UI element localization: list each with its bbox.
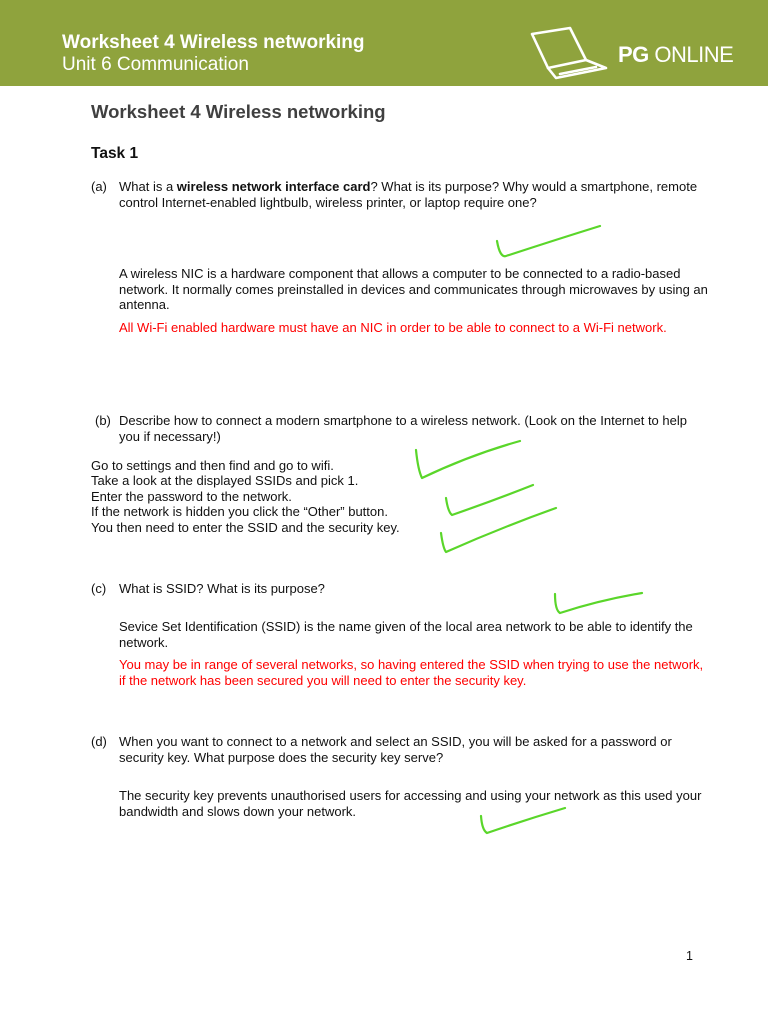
- header-title: Worksheet 4 Wireless networking: [62, 32, 365, 53]
- header-subtitle: Unit 6 Communication: [62, 54, 249, 75]
- pg-online-logo: PG ONLINE: [618, 42, 734, 67]
- answer-c-note: You may be in range of several networks, so having entered the SSID when trying to use the network, if the network has been secured you will need to enter the security key.: [119, 657, 704, 688]
- question-a: [91, 179, 711, 227]
- question-b: [95, 413, 715, 445]
- page-number: 1: [686, 949, 693, 963]
- laptop-icon: [526, 26, 610, 82]
- question-text: What is SSID? What is its purpose?: [119, 581, 325, 596]
- answer-a: A wireless NIC is a hardware component that allows a computer to be connected to a radio-based network. It normally comes preinstalled in devices and communicates through microwaves by using an antenna.: [119, 266, 708, 313]
- answer-b-line: Go to settings and then find and go to wifi.: [91, 458, 334, 473]
- question-c: [91, 581, 711, 597]
- check-mark-icon: [497, 226, 600, 256]
- answer-d: The security key prevents unauthorised users for accessing and using your network as this used your bandwidth and slows down your network.: [119, 788, 702, 819]
- document-title: Worksheet 4 Wireless networking: [91, 101, 386, 122]
- answer-c: Sevice Set Identification (SSID) is the name given of the local area network to be able to identify the network.: [119, 619, 693, 650]
- question-letter: (c): [91, 581, 107, 596]
- question-text: When you want to connect to a network and select an SSID, you will be asked for a password or security key. What purpose does the security key serve?: [119, 734, 672, 765]
- header-banner: [0, 0, 768, 86]
- answer-b-line: Take a look at the displayed SSIDs and pick 1.: [91, 473, 359, 488]
- question-letter: (b): [95, 413, 111, 428]
- answer-a-note: All Wi-Fi enabled hardware must have an NIC in order to be able to connect to a Wi-Fi network.: [119, 320, 667, 335]
- question-d: [91, 734, 711, 766]
- question-text: Describe how to connect a modern smartphone to a wireless network. (Look on the Internet to help you if necessary!): [119, 413, 687, 444]
- answer-b-line: If the network is hidden you click the “Other” button.: [91, 504, 388, 519]
- question-letter: (d): [91, 734, 107, 749]
- check-mark-icon: [446, 485, 533, 515]
- answer-b-line: Enter the password to the network.: [91, 489, 292, 504]
- answer-b-line: You then need to enter the SSID and the security key.: [91, 520, 400, 535]
- question-letter: (a): [91, 179, 107, 194]
- task-heading: Task 1: [91, 145, 139, 162]
- check-mark-icon: [441, 508, 556, 552]
- question-text: What is a wireless network interface card? What is its purpose? Why would a smartphone, remote control Internet-enabled lightbulb, wireless printer, or laptop require one?: [119, 179, 698, 210]
- check-mark-icon: [416, 441, 520, 478]
